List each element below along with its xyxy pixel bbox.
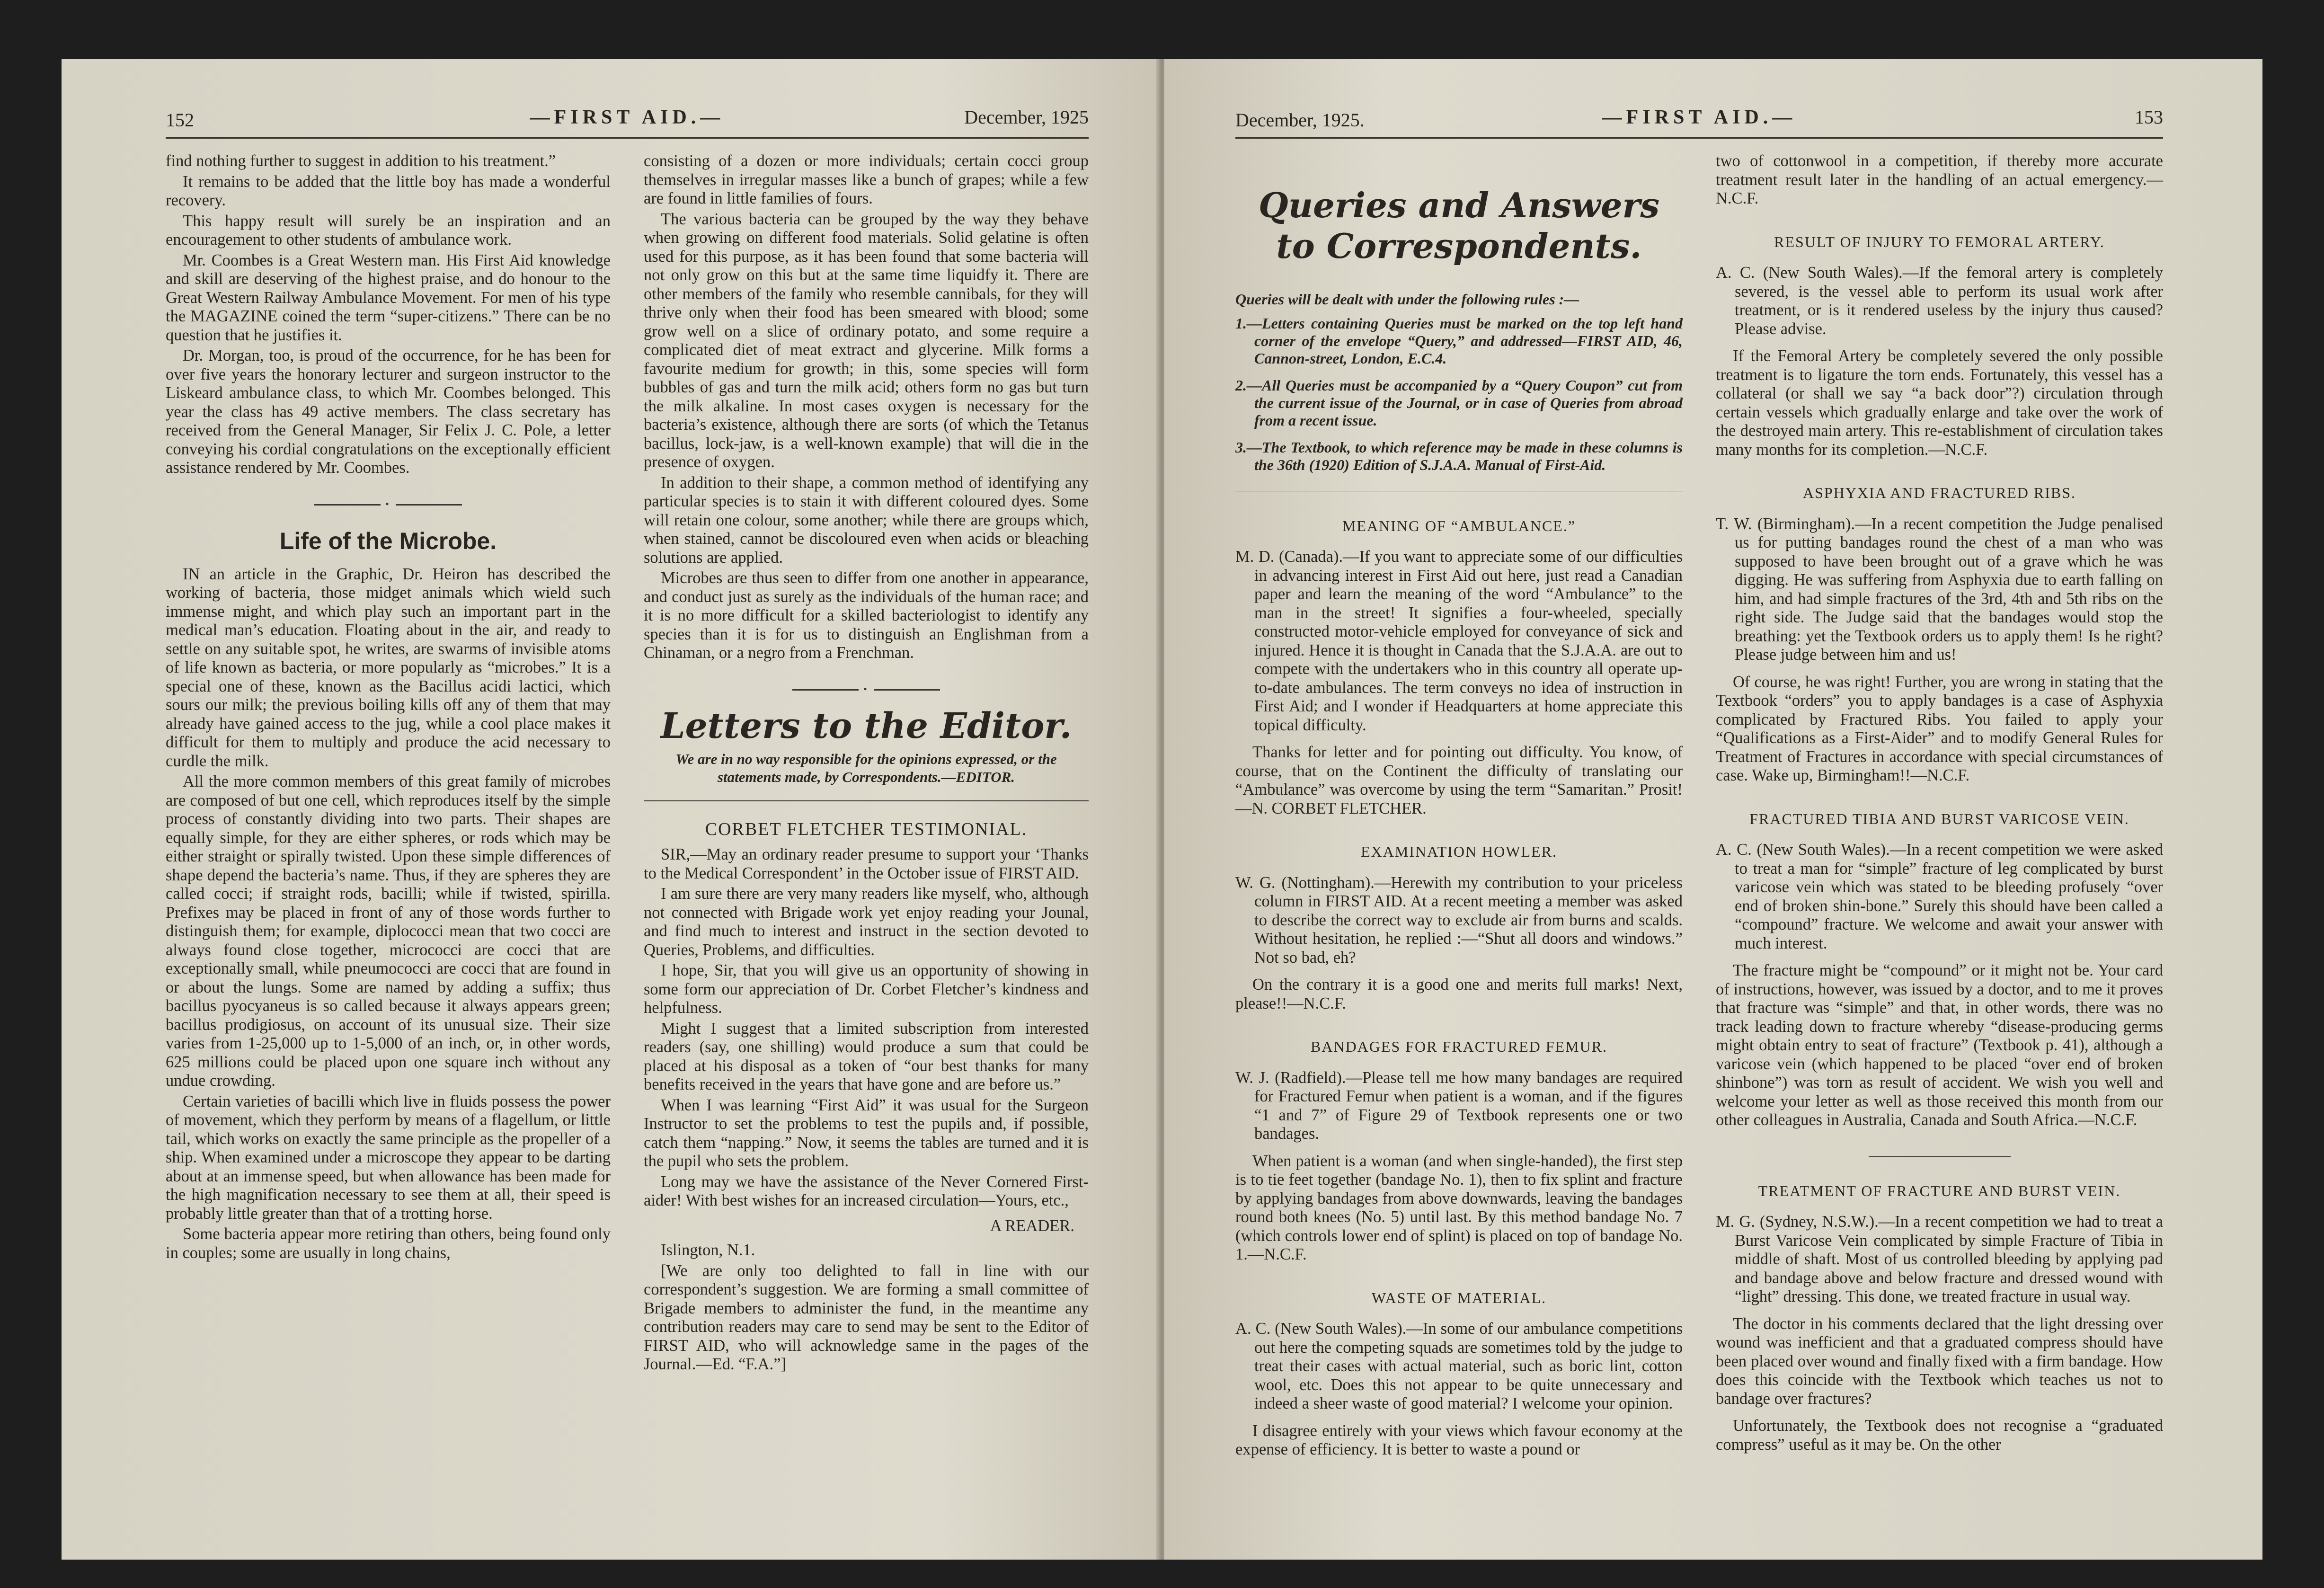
paragraph: I hope, Sir, that you will give us an opportunity of showing in some form our appreciation of Dr. Corbet Fletcher’s kindness and helpfulness.: [644, 961, 1089, 1017]
rule-item: 2.—All Queries must be accompanied by a “Query Coupon” cut from the current issue of the Journal, or in case of Queries from abroad from a recent issue.: [1235, 376, 1683, 429]
left-column-1: [166, 152, 611, 1376]
article-title-microbe: Life of the Microbe.: [279, 528, 497, 554]
paragraph: SIR,—May an ordinary reader presume to support your ‘Thanks to the Medical Correspondent’ in the October issue of FIRST AID.: [644, 845, 1089, 882]
query-heading: MEANING OF “AMBULANCE.”: [1342, 517, 1576, 534]
paragraph: Certain varieties of bacilli which live in fluids possess the power of movement, which they perform by means of a flagellum, or little tail, which works on exactly the same principle as the propeller of a ship. When examined under a microscope they appear to be darting about at an immense speed, but when allowance has been made for the high magnification necessary to see them at all, their speed is probably little greater than that of a trotting horse.: [166, 1092, 611, 1223]
query-text: M. D. (Canada).—If you want to appreciate some of our difficulties in advancing interest in First Aid out here, just read a Canadian paper and learn the meaning of the word “Ambulance” to the man in the street! It signifies a four-wheeled, specially constructed motor-vehicle employed for conveyance of sick and injured. Hence it is thought in Canada that the S.J.A.A. are out to compete with the undertakers who in this country all operate up-to-date ambulances. The term conveys no idea of instruction in First Aid; and I wonder if Headquarters at home appreciate this topical difficulty.: [1235, 548, 1683, 734]
answer-text: On the contrary it is a good one and merits full marks! Next, please!!—N.C.F.: [1235, 976, 1683, 1012]
open-magazine: [62, 59, 2262, 1560]
right-running-head: [1235, 104, 2163, 139]
page-number: 153: [2135, 106, 2163, 128]
paragraph: This happy result will surely be an inspiration and an encouragement to other students of ambulance work.: [166, 212, 611, 248]
paragraph: Mr. Coombes is a Great Western man. His First Aid knowledge and skill are deserving of the highest praise, and do honour to the Great Western Railway Ambulance Movement. For men of his type the MAGAZINE coined the term “super-citizens.” There can be no question that he justifies it.: [166, 251, 611, 344]
journal-title: —FIRST AID.—: [1602, 106, 1797, 128]
query-heading: ASPHYXIA AND FRACTURED RIBS.: [1803, 484, 2076, 501]
editor-disclaimer: We are in no way responsible for the opinions expressed, or the statements made, by Correspondents.—EDITOR.: [675, 750, 1057, 785]
paragraph: Dr. Morgan, too, is proud of the occurrence, for he has been for over five years the honorary lecturer and surgeon instructor to the Liskeard ambulance class, to which Mr. Coombes belonged. This year the class has 49 active members. The class secretary has received from the General Manager, Sir Felix J. C. Pole, a letter conveying his cordial congratulations on the exceptionally efficient assistance rendered by Mr. Coombes.: [166, 346, 611, 477]
rules-intro: Queries will be dealt with under the following rules :—: [1235, 291, 1579, 308]
paragraph: Long may we have the assistance of the Never Cornered First-aider! With best wishes for an increased circulation—Yours, etc.,: [644, 1172, 1089, 1209]
letter-place: Islington, N.1.: [661, 1241, 755, 1259]
query-heading: BANDAGES FOR FRACTURED FEMUR.: [1311, 1038, 1607, 1055]
page-number: 152: [166, 109, 194, 131]
paragraph: I am sure there are very many readers like myself, who, although not connected with Brigade work yet enjoy reading your Jounal, and find much to interest and instruct in the section devoted to Queries, Problems, and difficulties.: [644, 885, 1089, 959]
paragraph: It remains to be added that the little boy has made a wonderful recovery.: [166, 172, 611, 209]
right-page: [1164, 59, 2262, 1560]
paragraph: Microbes are thus seen to differ from one another in appearance, and conduct just as surely as the individuals of the human race; and it is no more difficult for a skilled bacteriologist to identify any species than it is for us to distinguish an Englishman from a Chinaman, or a negro from a Frenchman.: [644, 569, 1089, 662]
paragraph: [We are only too delighted to fall in line with our correspondent’s suggestion. We are forming a small committee of Brigade members to administer the fund, in the meantime any contribution readers may care to send may be sent to the Editor of FIRST AID, who will acknowledge same in the pages of the Journal.—Ed. “F.A.”]: [644, 1261, 1089, 1373]
answer-text: The fracture might be “compound” or it might not be. Your card of instructions, however, was issued by a doctor, and to me it proves that fracture was “simple” and that, in other words, there was no track leading down to fracture whereby “disease-producing germs might obtain entry to seat of fracture” (Textbook p. 41), although a varicose vein (which happened to be placed “over end of broken shinbone”) was torn as result of accident. We wish you well and welcome your letter as well as those received this month from our other colleagues in Australia, Canada and South Africa.—N.C.F.: [1716, 961, 2163, 1129]
paragraph: When I was learning “First Aid” it was usual for the Surgeon Instructor to set the problems to test the pupils and, if possible, catch them “napping.” Now, it seems the tables are turned and it is the pupil who sets the problem.: [644, 1096, 1089, 1170]
issue-date: December, 1925.: [1235, 109, 1365, 131]
right-column-1: [1235, 152, 1683, 1468]
paragraph: Some bacteria appear more retiring than others, being found only in couples; some are usually in long chains,: [166, 1225, 611, 1262]
ornamental-divider: •: [644, 680, 1089, 699]
journal-title: —FIRST AID.—: [530, 106, 725, 128]
query-heading: RESULT OF INJURY TO FEMORAL ARTERY.: [1774, 233, 2105, 250]
paragraph: All the more common members of this great family of microbes are composed of but one cell, which reproduces itself by the simple process of constantly dividing into two parts. Their shapes are equally simple, for they are either spheres, or rods which may be either straight or spirally twisted. Upon these simple differences of shape depend the bacteria’s name. Thus, if they are spheres they are called cocci; if straight rods, bacilli; while if twisted, spirilla. Prefixes may be placed in front of any of those words further to distinguish them; for example, diplococci mean that two cocci are always found close together, micrococci are cocci that are exceptionally small, while pneumococci are cocci that are found in or about the lungs. Some are named by adding a suffix; thus bacillus pyocyaneus is so called because it always appears green; bacillus prodigiosus, on account of its unusual size. Their size varies from 1-25,000 up to 1-5,000 of an inch, or, in other words, 625 millions could be placed upon one square inch without any undue crowding.: [166, 772, 611, 1090]
answer-text: Unfortunately, the Textbook does not recognise a “graduated compress” useful as it may be. On the other: [1716, 1417, 2163, 1454]
query-text: W. J. (Radfield).—Please tell me how many bandages are required for Fractured Femur when patient is a woman, and if the figures “1 and 7” of Figure 29 of Textbook represents one or two bandages.: [1235, 1068, 1683, 1143]
paragraph: The various bacteria can be grouped by the way they behave when growing on different food materials. Solid gelatine is often used for this purpose, as it has been found that some bacteria will not only grow on this but at the same time liquidfy it. There are other members of the family who resemble cannibals, for they will thrive only when their food has been smeared with blood; some grow well on a slice of ordinary potato, and some require a complicated diet of meat extract and glycerine. Milk forms a favourite medium for growth; in this, some species will form bubbles of gas and turn the milk acid; others form no gas but turn the milk alkaline. In most cases oxygen is necessary for the bacteria’s existence, although there are sorts (of which the Tetanus bacillus, lock-jaw, is a well-known example) that will die in the presence of oxygen.: [644, 210, 1089, 471]
answer-text: When patient is a woman (and when single-handed), the first step is to tie feet together (bandage No. 1), then to fix splint and fracture by applying bandages from above downwards, leaving the bandages round both knees (No. 5) until last. By this method bandage No. 7 (which controls lower end of splint) is placed on top of bandage No. 1.—N.C.F.: [1235, 1152, 1683, 1263]
answer-text: I disagree entirely with your views which favour economy at the expense of efficiency. It is better to waste a pound or: [1235, 1421, 1683, 1458]
paragraph: Might I suggest that a limited subscription from interested readers (say, one shilling) would produce a sum that could be placed at his disposal as a token of “our best thanks for many benefits received in the years that have gone and are before us.”: [644, 1019, 1089, 1093]
rule-item: 3.—The Textbook, to which reference may be made in these columns is the 36th (1920) Edition of S.J.A.A. Manual of First-Aid.: [1235, 438, 1683, 473]
query-text: W. G. (Nottingham).—Herewith my contribution to your priceless column in FIRST AID. At a recent meeting a member was asked to describe the correct way to exclude air from burns and scalds. Without hesitation, he replied :—“Shut all doors and windows.” Not so bad, eh?: [1235, 873, 1683, 967]
answer-text: The doctor in his comments declared that the light dressing over wound was inefficient and that a graduated compress should have been placed over wound and finally fixed with a firm bandage. How does this coincide with the Textbook which teaches us not to bandage over fractures?: [1716, 1314, 2163, 1408]
query-heading: EXAMINATION HOWLER.: [1361, 843, 1557, 860]
paragraph: IN an article in the Graphic, Dr. Heiron has described the working of bacteria, those midget animals which wield such immense might, and which play such an important part in the medical man’s education. Floating about in the air, and ready to settle on any suitable spot, he writes, are swarms of invisible atoms of life known as bacteria, or more popularly as “microbes.” It is a special one of these, known as the Bacillus acidi lactici, which sours our milk; the previous boiling kills off any of them that may already have gained access to the jug, while a cool place makes it difficult for them to multiply and produce the acid necessary to curdle the milk.: [166, 565, 611, 770]
double-rule: [1235, 491, 1683, 492]
query-heading: FRACTURED TIBIA AND BURST VARICOSE VEIN.: [1749, 810, 2129, 827]
section-title-queries: Queries and Answers to Correspondents.: [1259, 185, 1659, 266]
query-heading: TREATMENT OF FRACTURE AND BURST VEIN.: [1758, 1182, 2121, 1199]
paragraph: In addition to their shape, a common method of identifying any particular species is to stain it with different coloured dyes. Some will retain one colour, some another; while there are groups which, when stained, cannot be discoloured even when acids or bleaching solutions are applied.: [644, 473, 1089, 567]
answer-text: Thanks for letter and for pointing out difficulty. You know, of course, that on the Continent the difficulty of translating our “Ambulance” was overcome by using the term “Samaritan.” Prosit!—N. CORBET FLETCHER.: [1235, 743, 1683, 817]
left-running-head: [166, 104, 1089, 139]
answer-text: If the Femoral Artery be completely severed the only possible treatment is to ligature the torn ends. Fortunately, this vessel has a collateral (or shall we say “a back door”?) circulation through certain vessels which gradually enlarge and take over the work of the destroyed main artery. This re-establishment of circulation takes many months for its completion.—N.C.F.: [1716, 347, 2163, 459]
issue-date: December, 1925: [964, 106, 1089, 128]
query-text: A. C. (New South Wales).—In a recent competition we were asked to treat a man for “simple” fracture of leg complicated by burst varicose vein which was stated to be bleeding profusely “over end of broken shin-bone.” Surely this should have been called a “compound” fracture. We welcome and await your answer with much interest.: [1716, 841, 2163, 952]
query-heading: WASTE OF MATERIAL.: [1371, 1289, 1547, 1306]
paragraph: find nothing further to suggest in addition to his treatment.”: [166, 152, 556, 170]
ornamental-divider: •: [166, 495, 611, 514]
section-title-letters: Letters to the Editor.: [660, 706, 1072, 746]
rule-item: 1.—Letters containing Queries must be marked on the top left hand corner of the envelope “Query,” and addressed—FIRST AID, 46, Cannon-street, London, E.C.4.: [1235, 314, 1683, 367]
query-text: A. C. (New South Wales).—If the femoral artery is completely severed, is the vessel able to perform its usual work after treatment, or is it rendered useless by the injury thus caused? Please advise.: [1716, 264, 2163, 338]
letter-signature: A READER.: [990, 1216, 1074, 1235]
query-text: M. G. (Sydney, N.S.W.).—In a recent competition we had to treat a Burst Varicose Vein complicated by simple Fracture of Tibia in middle of shaft. Most of us controlled bleeding by applying pad and bandage above and below fracture and dressed wound with “light” dressing. This done, we treated fracture in usual way.: [1716, 1213, 2163, 1305]
left-column-2: [644, 152, 1089, 1376]
left-page: [62, 59, 1160, 1560]
answer-text: Of course, he was right! Further, you are wrong in stating that the Textbook “orders” you to apply bandages is a case of Asphyxia complicated by Fractured Ribs. You failed to apply your “Qualifications as a First-Aider” and to modify General Rules for Treatment of Fractures in accordance with special circumstances of case. Wake up, Birmingham!!—N.C.F.: [1716, 673, 2163, 784]
divider: [1869, 1156, 2011, 1157]
letter-title: CORBET FLETCHER TESTIMONIAL.: [644, 800, 1089, 839]
query-text: T. W. (Birmingham).—In a recent competition the Judge penalised us for putting bandages round the chest of a man who was supposed to have been brought out of a grave which he was digging. He was suffering from Asphyxia due to earth falling on him, and had simple fractures of the 3rd, 4th and 5th ribs on the right side. The Judge said that the bandages would stop the breathing: yet the Textbook orders us to apply them! Is he right? Please judge between him and us!: [1716, 515, 2163, 664]
answer-text: two of cottonwool in a competition, if thereby more accurate treatment result later in the handling of an actual emergency.—N.C.F.: [1716, 152, 2163, 207]
query-text: A. C. (New South Wales).—In some of our ambulance competitions out here the competing squads are sometimes told by the judge to treat their cases with actual material, such as boric lint, cotton wool, etc. Does this not appear to be quite unnecessary and indeed a sheer waste of good material? I welcome your opinion.: [1235, 1320, 1683, 1412]
paragraph: consisting of a dozen or more individuals; certain cocci group themselves in irregular masses like a bunch of grapes; while a few are found in little families of fours.: [644, 152, 1089, 207]
right-column-2: [1716, 152, 2163, 1468]
